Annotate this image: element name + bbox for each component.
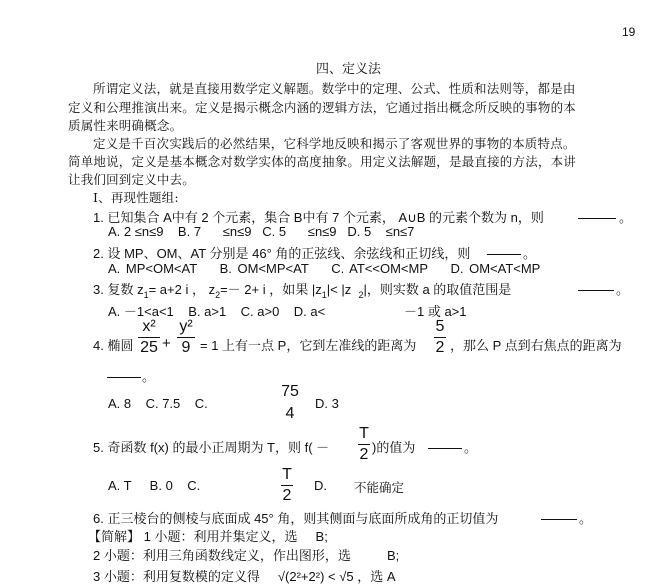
q4-suffix: ，那么 P 点到右焦点的距离为 bbox=[450, 338, 622, 353]
page-number: 19 bbox=[622, 25, 636, 39]
question-2 bbox=[93, 243, 470, 262]
q4-fraction-x bbox=[138, 318, 160, 357]
fraction-bar bbox=[177, 337, 195, 338]
q5-option-d: D. bbox=[314, 478, 327, 493]
q3-sub2: 2 bbox=[215, 290, 221, 300]
q5-option-d-text: 不能确定 bbox=[354, 480, 405, 495]
q3-suffix: |，则实数 a 的取值范围是 bbox=[363, 282, 512, 297]
solution-3-suffix: ，选 A bbox=[357, 569, 396, 584]
intro-p1-line1: 所谓定义法，就是直接用数学定义解题。数学中的定理、公式、性质和法则等，都是由 bbox=[93, 81, 576, 96]
q5-option-c: C. bbox=[187, 478, 201, 493]
answer-blank-3 bbox=[578, 280, 614, 291]
question-6-text: 6. 正三棱台的侧棱与底面成 45° 角，则其侧面与底面所成角的正切值为 bbox=[93, 511, 499, 526]
solution-2: 2 小题：利用三角函数线定义，作出图形，选 B; bbox=[93, 548, 400, 563]
question-3 bbox=[93, 279, 511, 298]
q4-frac3-den: 2 bbox=[435, 339, 445, 356]
solution-1 bbox=[88, 526, 328, 545]
q3-option-a: A. －1<a<1 bbox=[108, 304, 174, 319]
intro-p1-line3: 质属性来明确概念。 bbox=[68, 118, 183, 133]
solution-1-text: 1 小题：利用并集定义，选 B; bbox=[143, 529, 328, 544]
q3-option-c: C. a>0 bbox=[240, 304, 280, 319]
question-2-options bbox=[108, 261, 540, 276]
q3-option-d-tail: －1 或 a>1 bbox=[404, 304, 467, 319]
answer-blank-5 bbox=[428, 438, 462, 449]
q1-option-c: C. 5 ≤n≤9 bbox=[262, 224, 337, 239]
q3-mid2: =－ 2+ i ，如果 |z bbox=[220, 282, 322, 297]
q5-suffix: )的值为 bbox=[372, 440, 416, 455]
section-title: 四、定义法 bbox=[316, 62, 382, 77]
group-heading: Ⅰ、再现性题组: bbox=[93, 190, 179, 205]
q3-mid3: |< |z bbox=[326, 282, 352, 297]
intro-p2-line3: 让我们回到定义中去。 bbox=[68, 172, 196, 187]
q5-opt-frac-num: T bbox=[282, 466, 292, 483]
q5-option-b: B. 0 bbox=[149, 478, 173, 493]
q5-option-c-fraction bbox=[281, 466, 293, 505]
q4-option-d: D. 3 bbox=[315, 396, 339, 411]
q3-option-b: B. a>1 bbox=[188, 304, 227, 319]
question-2-text: 2. 设 MP、OM、AT 分别是 46° 角的正弦线、余弦线和正切线，则 bbox=[93, 246, 471, 261]
intro-p2-line2: 简单地说，定义是基本概念对数学实体的高度抽象。用定义法解题，是最直接的方法，本讲 bbox=[68, 154, 577, 169]
question-1-end: 。 bbox=[619, 210, 633, 225]
q4-frac1-den: 25 bbox=[140, 339, 158, 356]
question-6-end: 。 bbox=[579, 511, 593, 526]
q2-option-d: D. OM<AT<MP bbox=[450, 261, 541, 276]
q4-frac1-num: x² bbox=[142, 318, 156, 335]
q1-option-b: B. 7 ≤n≤9 bbox=[177, 224, 252, 239]
fraction-bar bbox=[358, 444, 370, 445]
q1-option-d: D. 5 ≤n≤7 bbox=[347, 224, 415, 239]
answer-blank-6 bbox=[541, 509, 577, 520]
q5-frac-num: T bbox=[359, 425, 369, 442]
q2-option-b: B. OM<MP<AT bbox=[219, 261, 309, 276]
q4-opt-frac-den: 4 bbox=[285, 405, 295, 422]
q5-prefix: 5. 奇函数 f(x) 的最小正周期为 T，则 f( － bbox=[93, 440, 330, 455]
q4-option-a: A. 8 bbox=[108, 396, 132, 411]
question-3-end: 。 bbox=[616, 282, 630, 297]
q4-frac2-num: y² bbox=[179, 318, 193, 335]
answer-blank-2 bbox=[487, 244, 521, 255]
fraction-bar bbox=[138, 337, 160, 338]
solution-3-prefix: 3 小题：利用复数模的定义得 bbox=[93, 569, 260, 584]
q3-sub3: 1 bbox=[321, 290, 327, 300]
q5-opt-frac-den: 2 bbox=[282, 487, 292, 504]
q4-opt-frac-num: 75 bbox=[281, 383, 299, 400]
fraction-bar bbox=[281, 485, 293, 486]
q4-fraction-y bbox=[177, 318, 195, 357]
q4-frac2-den: 9 bbox=[181, 339, 191, 356]
q3-sub4: 2 bbox=[358, 290, 364, 300]
q4-mid: = 1 上有一点 P，它到左准线的距离为 bbox=[200, 338, 417, 353]
q4-plus: + bbox=[162, 335, 171, 352]
q4-option-b: C. 7.5 bbox=[145, 396, 181, 411]
question-1-text: 1. 已知集合 A中有 2 个元素，集合 B中有 7 个元素， A∪B 的元素个数为 n，则 bbox=[93, 210, 544, 225]
q4-frac3-num: 5 bbox=[435, 318, 445, 335]
solution-3 bbox=[93, 566, 396, 585]
intro-p1-line2: 定义和公理推演出来。定义是揭示概念内涵的逻辑方法，它通过指出概念所反映的事物的本 bbox=[68, 100, 577, 115]
q5-fraction bbox=[358, 425, 370, 464]
q4-option-c-fraction bbox=[280, 383, 300, 423]
question-2-end: 。 bbox=[523, 246, 537, 261]
intro-p2-line1: 定义是千百次实践后的必然结果，它科学地反映和揭示了客观世界的事物的本质特点。 bbox=[93, 136, 576, 151]
q3-option-d: D. a< bbox=[293, 304, 326, 319]
q3-prefix: 3. 复数 z bbox=[93, 282, 144, 297]
fraction-bar bbox=[434, 337, 446, 338]
q2-option-a: A. MP<OM<AT bbox=[108, 261, 198, 276]
question-4-end: 。 bbox=[142, 369, 156, 384]
q3-sub1: 1 bbox=[143, 290, 149, 300]
q1-option-a: A. 2 ≤n≤9 bbox=[108, 224, 164, 239]
question-5-options bbox=[108, 478, 200, 493]
solution-3-math: √(2²+2²) < √5 bbox=[277, 569, 354, 584]
question-5-end: 。 bbox=[464, 440, 478, 455]
q4-option-c: C. bbox=[194, 396, 208, 411]
question-1-options bbox=[108, 224, 414, 239]
q4-fraction-distance bbox=[434, 318, 446, 357]
solution-label: 【简解】 bbox=[88, 529, 141, 544]
answer-blank-1 bbox=[578, 208, 616, 219]
q3-mid1: = a+2 i ， z bbox=[148, 282, 216, 297]
q5-frac-den: 2 bbox=[359, 446, 369, 463]
question-4-options bbox=[108, 396, 208, 411]
q5-option-a: A. T bbox=[108, 478, 132, 493]
q4-prefix: 4. 椭圆 bbox=[93, 338, 134, 353]
q2-option-c: C. AT<<OM<MP bbox=[331, 261, 429, 276]
question-6 bbox=[93, 508, 498, 527]
answer-blank-4 bbox=[107, 367, 141, 378]
